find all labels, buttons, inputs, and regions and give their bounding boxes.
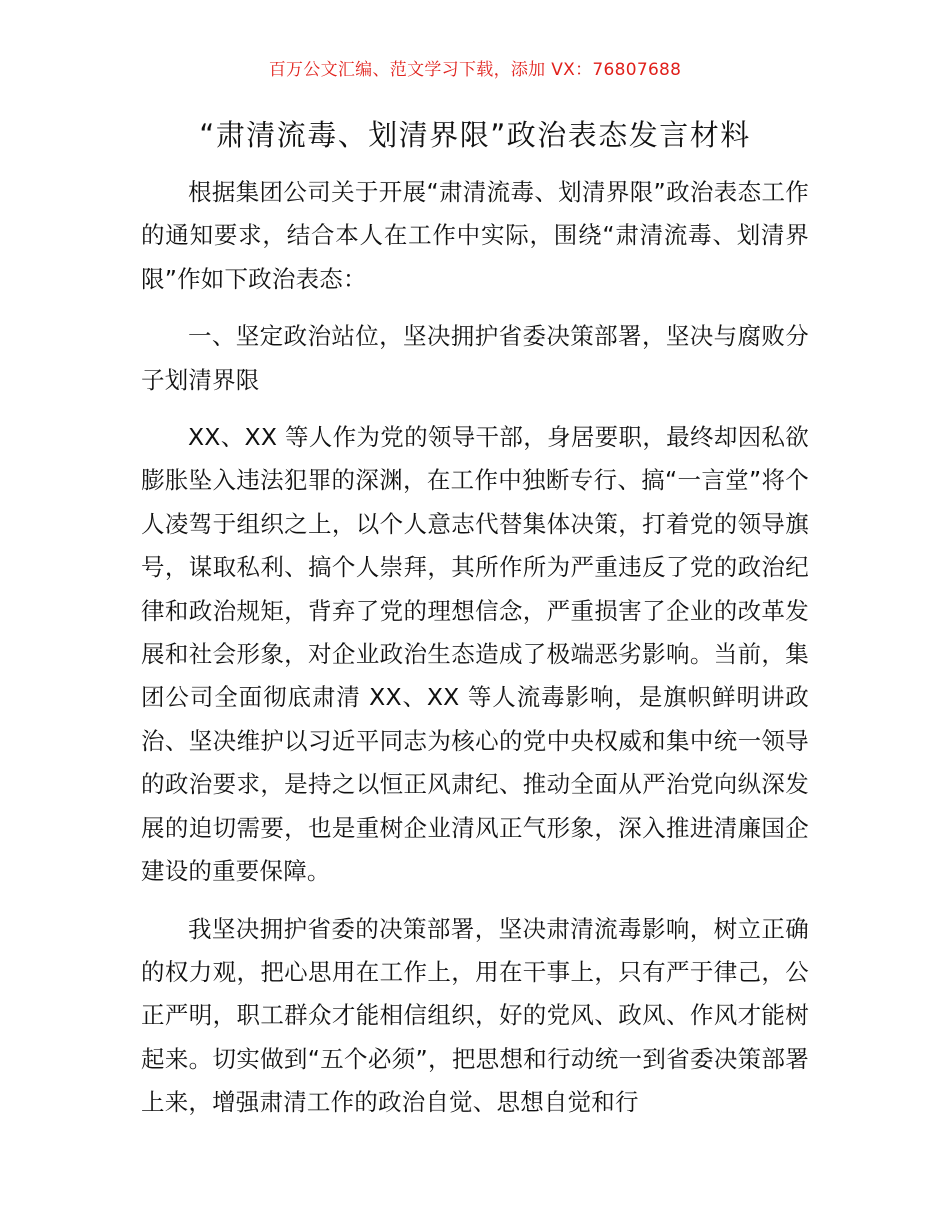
document-title: “肃清流毒、划清界限”政治表态发言材料 [199, 118, 751, 152]
paragraph-body-2: 我坚决拥护省委的决策部署，坚决肃清流毒影响，树立正确的权力观，把心思用在工作上，用在干事上，只有严于律己，公正严明，职工群众才能相信组织，好的党风、政风、作风才能树起来。切实做到“五个必须”，把思想和行动统一到省委决策部署上来，增强肃清工作的政治自觉、思想自觉和行 [141, 914, 809, 1117]
section-heading-1: 一、坚定政治站位，坚决拥护省委决策部署，坚决与腐败分子划清界限 [141, 322, 809, 394]
paragraph-body-1: XX、XX 等人作为党的领导干部，身居要职，最终却因私欲膨胀坠入违法犯罪的深渊，在工作中独断专行、搞“一言堂”将个人凌驾于组织之上，以个人意志代替集体决策，打着党的领导旗号，谋取私利、搞个人崇拜，其所作所为严重违反了党的政治纪律和政治规矩，背弃了党的理想信念，严重损害了企业的改革发展和社会形象，对企业政治生态造成了极端恶劣影响。当前，集团公司全面彻底肃清 XX、XX 等人流毒影响，是旗帜鲜明讲政治、坚决维护以习近平同志为核心的党中央权威和集中统一领导的政治要求，是持之以恒正风肃纪、推动全面从严治党向纵深发展的迫切需要，也是重树企业清风正气形象，深入推进清廉国企建设的重要保障。 [141, 423, 809, 886]
paragraph-intro: 根据集团公司关于开展“肃清流毒、划清界限”政治表态工作的通知要求，结合本人在工作中实际，围绕“肃清流毒、划清界限”作如下政治表态： [141, 178, 809, 293]
header-promo-note: 百万公文汇编、范文学习下载，添加 VX：76807688 [268, 60, 682, 80]
document-body [141, 171, 809, 1125]
